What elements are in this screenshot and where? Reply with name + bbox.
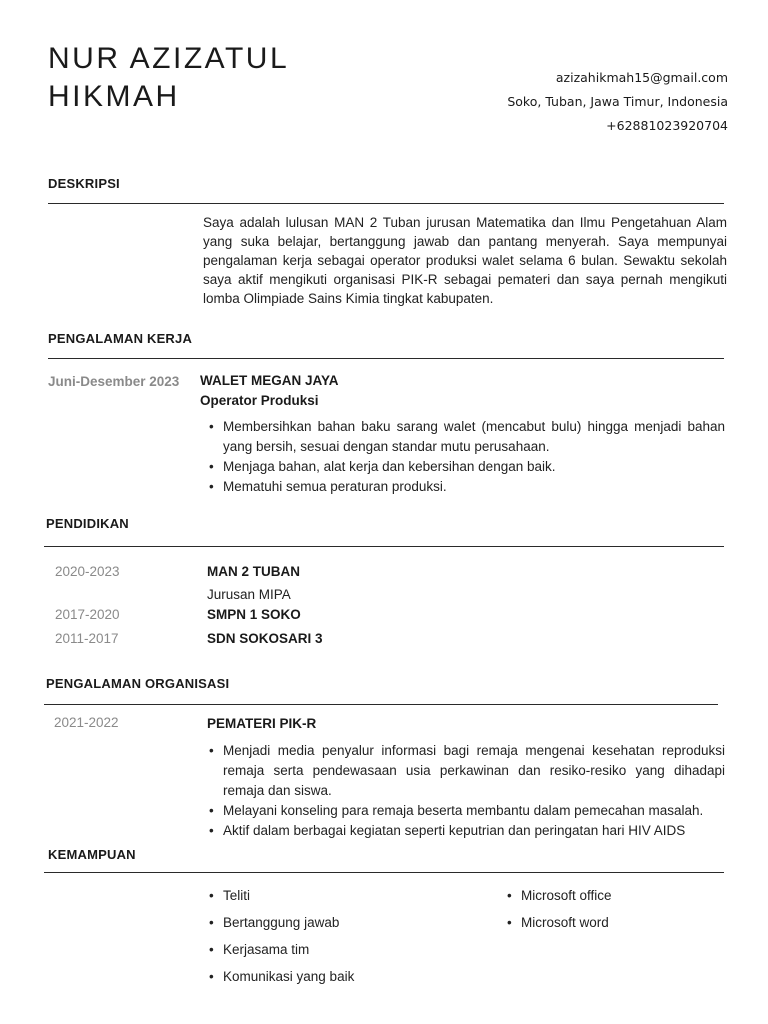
section-divider <box>44 704 718 705</box>
contact-address: Soko, Tuban, Jawa Timur, Indonesia <box>507 94 728 109</box>
candidate-name <box>48 40 289 116</box>
section-title-pendidikan: PENDIDIKAN <box>46 516 129 531</box>
section-title-kemampuan: KEMAMPUAN <box>48 847 136 862</box>
org-role: PEMATERI PIK-R <box>207 716 317 731</box>
section-divider <box>48 203 724 204</box>
list-item: • Aktif dalam berbagai kegiatan seperti keputrian dan peringatan hari HIV AIDS <box>207 821 725 841</box>
edu-years: 2020-2023 <box>55 564 120 579</box>
edu-years: 2011-2017 <box>55 631 119 646</box>
org-years: 2021-2022 <box>54 715 119 730</box>
edu-school: MAN 2 TUBAN <box>207 564 300 579</box>
skills-left <box>207 882 467 990</box>
work-date: Juni-Desember 2023 <box>48 374 180 389</box>
skill-item: • Microsoft office <box>505 882 725 909</box>
section-divider <box>48 358 724 359</box>
section-title-pengalaman-kerja: PENGALAMAN KERJA <box>48 331 193 346</box>
work-bullets <box>207 417 725 497</box>
skill-item: • Microsoft word <box>505 909 725 936</box>
contact-phone: +62881023920704 <box>606 118 728 133</box>
list-item: • Melayani konseling para remaja beserta membantu dalam pemecahan masalah. <box>207 801 725 821</box>
list-item: • Mematuhi semua peraturan produksi. <box>207 477 725 497</box>
skill-item: • Kerjasama tim <box>207 936 467 963</box>
edu-school: SDN SOKOSARI 3 <box>207 631 323 646</box>
work-role: Operator Produksi <box>200 393 319 408</box>
section-divider <box>44 546 724 547</box>
list-item: • Menjaga bahan, alat kerja dan kebersihan dengan baik. <box>207 457 725 477</box>
description-text: Saya adalah lulusan MAN 2 Tuban jurusan Matematika dan Ilmu Pengetahuan Alam yang suka belajar, bertanggung jawab dan pantang menyerah. Saya mempunyai pengalaman kerja sebagai operator produksi walet selama 6 bulan. Sewaktu sekolah saya aktif mengikuti organisasi PIK-R sebagai pemateri dan saya pernah mengikuti lomba Olimpiade Sains Kimia tingkat kabupaten. <box>203 215 727 306</box>
edu-detail: Jurusan MIPA <box>207 587 291 602</box>
skills-right <box>505 882 725 936</box>
skill-item: • Bertanggung jawab <box>207 909 467 936</box>
section-title-organisasi: PENGALAMAN ORGANISASI <box>46 676 230 691</box>
name-line-1: NUR AZIZATUL <box>48 42 290 75</box>
name-line-2: HIKMAH <box>48 80 180 113</box>
edu-school: SMPN 1 SOKO <box>207 607 301 622</box>
edu-years: 2017-2020 <box>55 607 120 622</box>
section-divider <box>44 872 724 873</box>
section-title-deskripsi: DESKRIPSI <box>48 176 120 191</box>
skill-item: • Teliti <box>207 882 467 909</box>
list-item: • Menjadi media penyalur informasi bagi remaja mengenai kesehatan reproduksi remaja serta pendewasaan usia perkawinan dan resiko-resiko yang dihadapi remaja dan siswa. <box>207 741 725 801</box>
contact-email[interactable]: azizahikmah15@gmail.com <box>555 70 728 85</box>
work-company: WALET MEGAN JAYA <box>200 373 339 388</box>
list-item: • Membersihkan bahan baku sarang walet (mencabut bulu) hingga menjadi bahan yang bersih, sesuai dengan standar mutu perusahaan. <box>207 417 725 457</box>
org-bullets <box>207 741 725 841</box>
skill-item: • Komunikasi yang baik <box>207 963 467 990</box>
